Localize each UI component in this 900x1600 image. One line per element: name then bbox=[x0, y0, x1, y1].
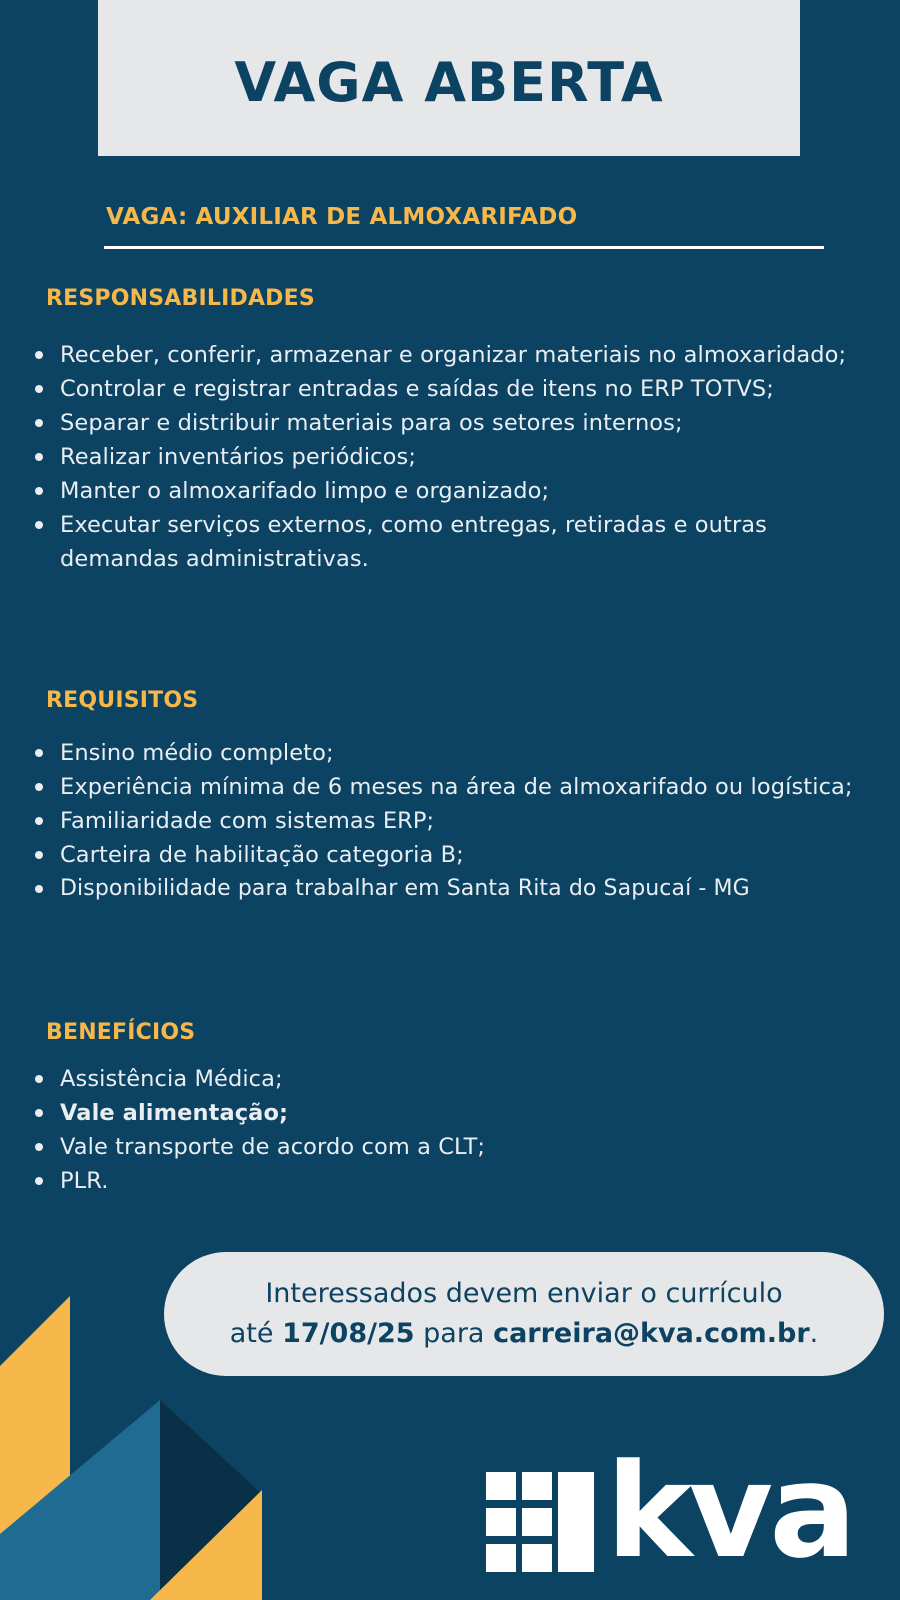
deadline-date: 17/08/25 bbox=[282, 1318, 415, 1349]
job-title: VAGA: AUXILIAR DE ALMOXARIFADO bbox=[106, 204, 578, 230]
bullet-icon bbox=[35, 521, 43, 529]
bullet-icon bbox=[35, 453, 43, 461]
cta-suffix: . bbox=[809, 1318, 819, 1349]
section-title-beneficios: BENEFÍCIOS bbox=[46, 1020, 196, 1045]
bullet-icon bbox=[35, 885, 43, 893]
bullet-icon bbox=[35, 487, 43, 495]
bullet-icon bbox=[35, 1075, 43, 1083]
list-item: Realizar inventários periódicos; bbox=[32, 440, 882, 474]
bullet-icon bbox=[35, 851, 43, 859]
responsabilidades-list bbox=[32, 338, 882, 576]
list-item: Ensino médio completo; bbox=[32, 736, 882, 770]
list-item: Familiaridade com sistemas ERP; bbox=[32, 804, 882, 838]
bullet-icon bbox=[35, 385, 43, 393]
bullet-icon bbox=[35, 817, 43, 825]
requisitos-list bbox=[32, 736, 882, 906]
list-item: Controlar e registrar entradas e saídas de itens no ERP TOTVS; bbox=[32, 372, 882, 406]
list-item: Disponibilidade para trabalhar em Santa Rita do Sapucaí - MG bbox=[32, 872, 882, 906]
title-divider bbox=[104, 246, 824, 249]
bullet-icon bbox=[35, 1143, 43, 1151]
list-item: Experiência mínima de 6 meses na área de almoxarifado ou logística; bbox=[32, 770, 882, 804]
bullet-icon bbox=[35, 1177, 43, 1185]
cta-line-1: Interessados devem enviar o currículo bbox=[265, 1278, 783, 1309]
bullet-icon bbox=[35, 419, 43, 427]
kva-logo-text: kva bbox=[606, 1435, 853, 1587]
list-item: Carteira de habilitação categoria B; bbox=[32, 838, 882, 872]
list-item: Vale alimentação; bbox=[32, 1096, 882, 1130]
cta-prefix: até bbox=[229, 1318, 274, 1349]
list-item: Receber, conferir, armazenar e organizar materiais no almoxaridado; bbox=[32, 338, 882, 372]
list-item: PLR. bbox=[32, 1164, 882, 1198]
cta-mid: para bbox=[423, 1318, 485, 1349]
list-item: Executar serviços externos, como entregas, retiradas e outras demandas administrativas. bbox=[32, 508, 882, 576]
list-item: Assistência Médica; bbox=[32, 1062, 882, 1096]
section-title-responsabilidades: RESPONSABILIDADES bbox=[46, 286, 315, 311]
bullet-icon bbox=[35, 1109, 43, 1117]
beneficios-list bbox=[32, 1062, 882, 1198]
section-title-requisitos: REQUISITOS bbox=[46, 688, 199, 713]
header-card bbox=[98, 0, 800, 156]
list-item: Vale transporte de acordo com a CLT; bbox=[32, 1130, 882, 1164]
bullet-icon bbox=[35, 351, 43, 359]
bullet-icon bbox=[35, 749, 43, 757]
decorative-shapes bbox=[0, 1280, 280, 1600]
list-item: Manter o almoxarifado limpo e organizado; bbox=[32, 474, 882, 508]
email-link[interactable]: carreira@kva.com.br bbox=[493, 1318, 810, 1349]
cta-line-2 bbox=[230, 1314, 819, 1354]
bullet-icon bbox=[35, 783, 43, 791]
kva-logo-icon bbox=[486, 1472, 598, 1572]
page-title: VAGA ABERTA bbox=[234, 50, 664, 114]
list-item: Separar e distribuir materiais para os setores internos; bbox=[32, 406, 882, 440]
